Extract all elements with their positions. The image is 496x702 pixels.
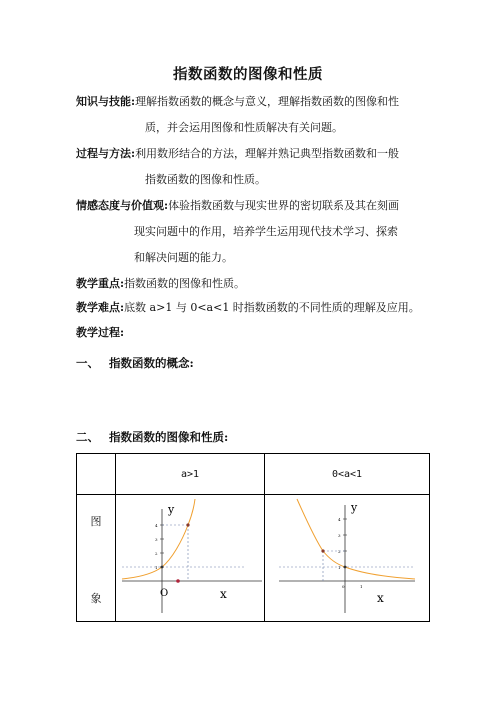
row-label-bottom: 象 — [90, 592, 102, 605]
row-label-top: 图 — [90, 515, 102, 528]
y-tick-label: 2 — [338, 549, 341, 554]
objective-label: 知识与技能: — [76, 95, 136, 108]
intercept-point — [161, 566, 164, 569]
function-graph-table — [76, 453, 430, 622]
x-axis-label: x — [220, 587, 227, 601]
axis-point — [176, 579, 180, 583]
section-title: 指数函数的图像和性质: — [109, 430, 229, 444]
origin-label: O — [160, 588, 169, 599]
y-tick-label: 1 — [338, 565, 341, 570]
curve-point — [186, 523, 189, 526]
objective-text-cont: 质，并会运用图像和性质解决有关问题。 — [145, 121, 343, 134]
objective-text-cont: 现实问题中的作用，培养学生运用现代技术学习、探索 — [134, 225, 398, 238]
section-num: 一、 — [76, 356, 99, 370]
key-point-label: 教学重点: — [76, 277, 125, 290]
graph-exp-decreasing — [265, 495, 429, 617]
row-label-image — [77, 495, 116, 622]
process-label: 教学过程: — [76, 326, 125, 339]
objective-process — [76, 147, 399, 161]
section-num: 二、 — [76, 430, 99, 444]
difficulty-label: 教学难点: — [76, 301, 125, 314]
y-tick-label: 2 — [155, 551, 158, 556]
x-origin-tick: 0 — [342, 584, 345, 589]
graph-cell-left — [116, 495, 265, 622]
difficulty — [76, 301, 420, 315]
section-title: 指数函数的概念: — [109, 356, 194, 370]
graph-exp-increasing — [116, 495, 264, 617]
difficulty-text: 底数 a>1 与 0<a<1 时指数函数的不同性质的理解及应用。 — [124, 301, 420, 314]
objective-label: 情感态度与价值观: — [76, 199, 169, 212]
intercept-point — [344, 566, 347, 569]
y-tick-label: 3 — [338, 533, 341, 538]
graph-cell-right — [265, 495, 430, 622]
x-tick-label: 1 — [360, 584, 363, 589]
objective-text-cont: 指数函数的图像和性质。 — [145, 173, 266, 186]
objective-text: 体验指数函数与现实世界的密切联系及其在刻画 — [168, 199, 400, 212]
y-tick-label: 3 — [155, 537, 158, 542]
y-tick-label: 4 — [155, 523, 158, 528]
objective-label: 过程与方法: — [76, 147, 136, 160]
objective-text-cont: 和解决问题的能力。 — [134, 251, 233, 264]
page-title: 指数函数的图像和性质 — [173, 66, 323, 83]
objective-attitude — [76, 199, 399, 213]
objective-text: 利用数形结合的方法，理解并熟记典型指数函数和一般 — [135, 147, 400, 160]
header-a-greater-1: a>1 — [116, 454, 265, 495]
y-axis-label: y — [351, 501, 358, 514]
key-point — [76, 277, 245, 291]
key-point-text: 指数函数的图像和性质。 — [124, 277, 246, 290]
table-corner — [77, 454, 116, 495]
x-axis-label: x — [377, 591, 384, 605]
header-a-between-0-1: 0<a<1 — [265, 454, 430, 495]
curve-point — [321, 549, 324, 552]
y-axis-label: y — [168, 503, 175, 516]
y-tick-label: 4 — [338, 517, 341, 522]
y-tick-label: 1 — [155, 565, 158, 570]
objective-knowledge — [76, 95, 399, 109]
objective-text: 理解指数函数的概念与意义，理解指数函数的图像和性 — [135, 95, 400, 108]
